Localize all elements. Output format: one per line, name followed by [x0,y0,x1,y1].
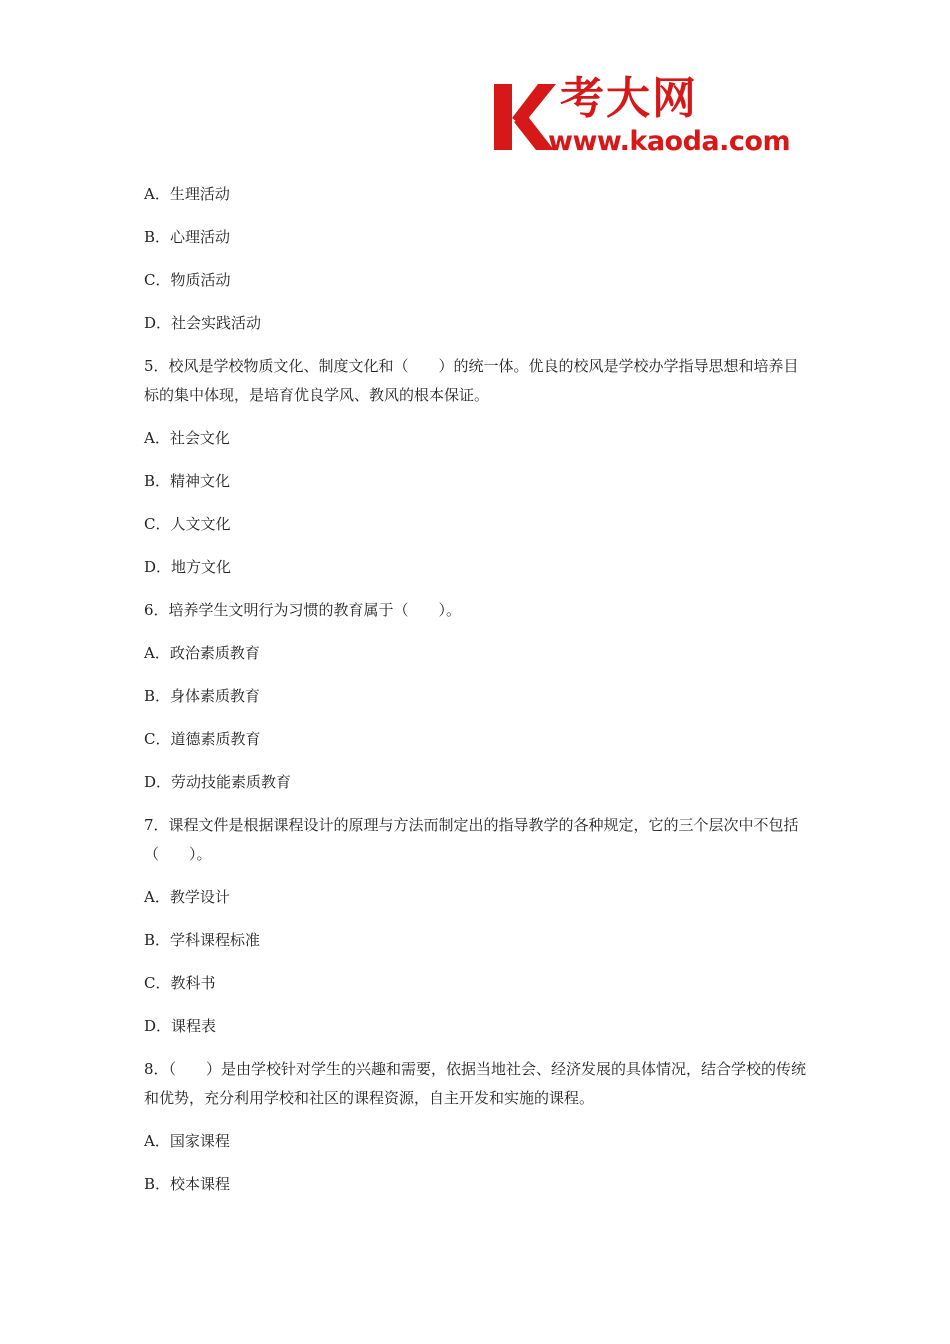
option-c-q4: C．物质活动 [144,271,231,289]
option-a-q7: A．教学设计 [144,888,230,906]
question-7: 7．课程文件是根据课程设计的原理与方法而制定出的指导教学的各种规定，它的三个层次中不包括（ ）。 [144,816,799,863]
option-b-q6: B．身体素质教育 [144,687,261,705]
option-a-q4: A．生理活动 [144,185,230,203]
svg-text:K: K [500,131,502,133]
option-c-q6: C．道德素质教育 [144,730,261,748]
option-d-q6: D．劳动技能素质教育 [144,773,292,791]
question-6: 6．培养学生文明行为习惯的教育属于（ ）。 [144,601,462,619]
option-d-q5: D．地方文化 [144,558,232,576]
option-a-q6: A．政治素质教育 [144,644,260,662]
question-5: 5．校风是学校物质文化、制度文化和（ ）的统一体。优良的校风是学校办学指导思想和培养目标的集中体现，是培育优良学风、教风的根本保证。 [144,357,799,404]
kaoda-logo [492,73,812,162]
option-d-q7: D．课程表 [144,1017,217,1035]
logo-k-mark [492,82,556,152]
logo-chinese-name: 考大网 [560,73,698,124]
option-c-q7: C．教科书 [144,974,216,992]
question-8: 8．（ ）是由学校针对学生的兴趣和需要，依据当地社会、经济发展的具体情况，结合学校的传统和优势，充分利用学校和社区的课程资源，自主开发和实施的课程。 [144,1060,807,1107]
question-content [144,180,810,1213]
option-b-q8: B．校本课程 [144,1175,231,1193]
option-b-q7: B．学科课程标准 [144,931,261,949]
option-d-q4: D．社会实践活动 [144,314,262,332]
option-c-q5: C．人文文化 [144,515,231,533]
logo-url: www.kaoda.com [548,126,791,157]
option-a-q8: A．国家课程 [144,1132,230,1150]
option-a-q5: A．社会文化 [144,429,230,447]
option-b-q5: B．精神文化 [144,472,231,490]
option-b-q4: B．心理活动 [144,228,231,246]
